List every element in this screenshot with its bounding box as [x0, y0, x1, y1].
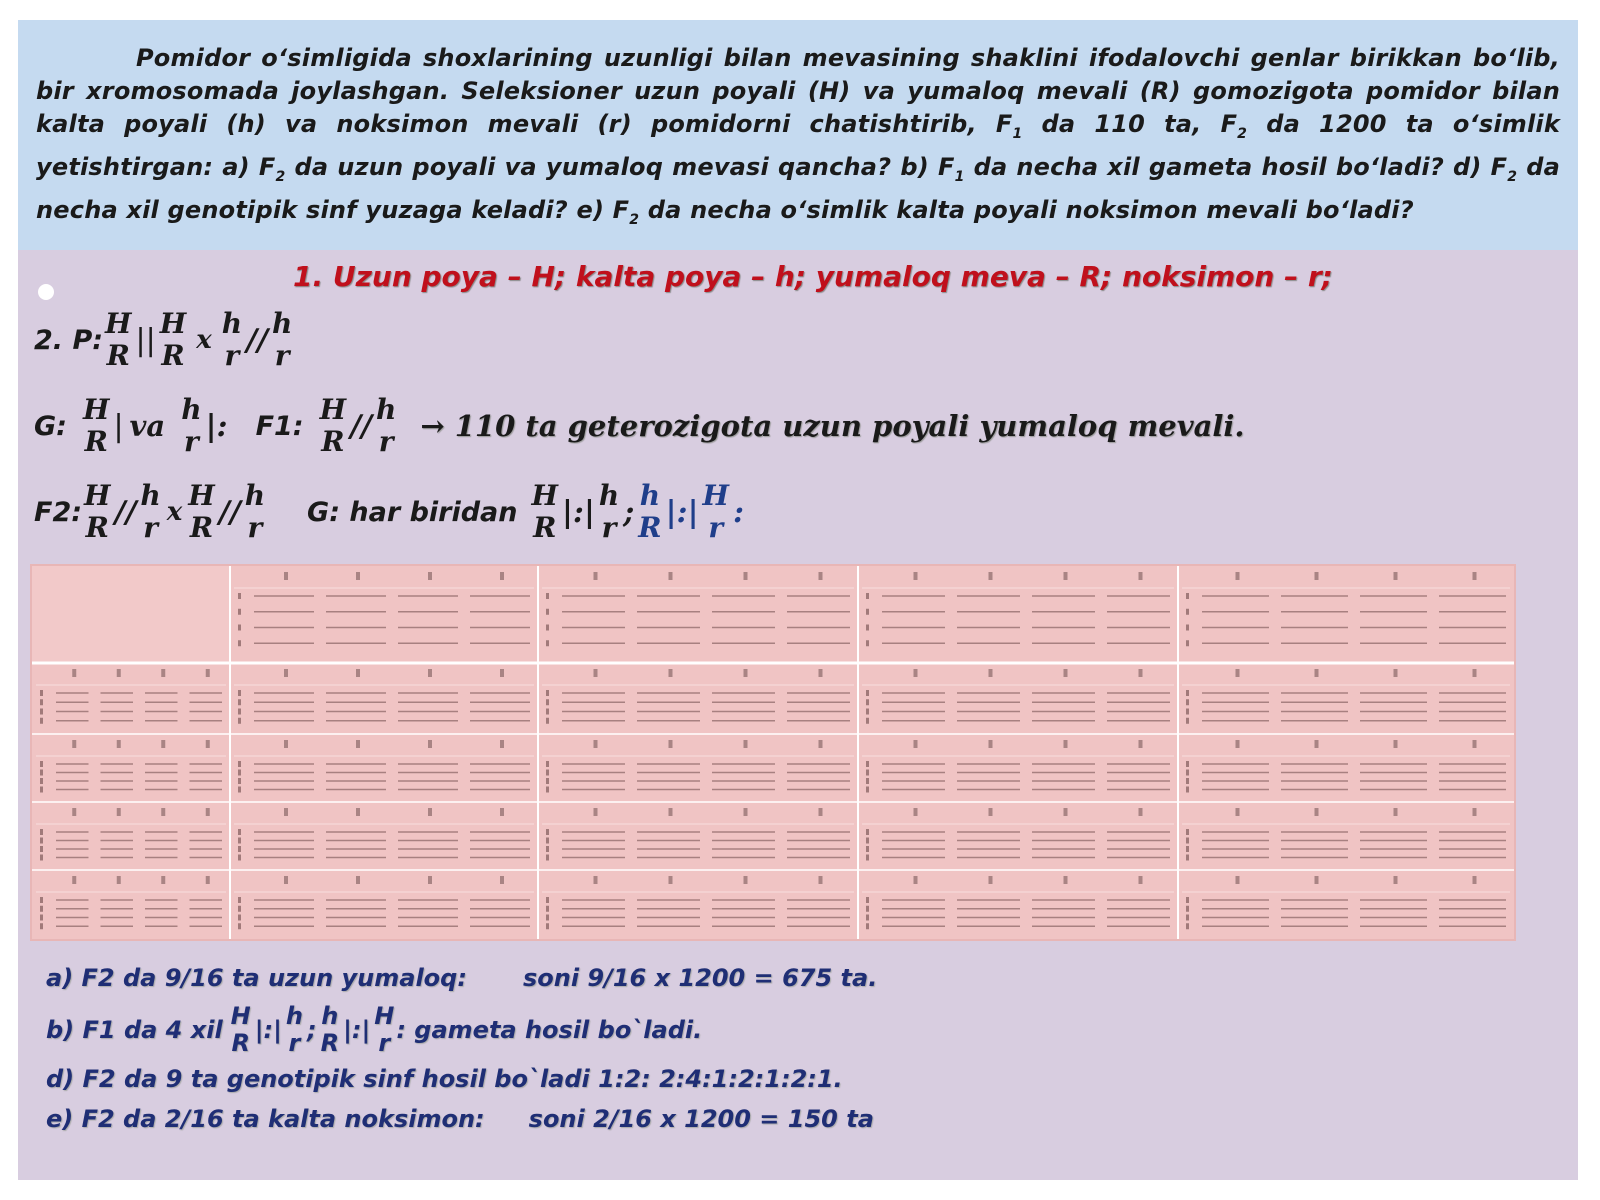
gametes-row: G: H R | va h r |: F1: H R // h r → 110 ta geterozigota uzun poyali yumaloq mevali. [34, 393, 1245, 458]
step1-heading: 1. Uzun poya – H; kalta poya – h; yumaloq meva – R; noksimon – r; [293, 260, 1333, 293]
answer-b: b) F1 da 4 xil H R |:| h r ; h R |:| H r : gameta hosil bo`ladi. [46, 1002, 703, 1057]
f1-result: → 110 ta geterozigota uzun poyali yumaloq mevali. [420, 409, 1245, 443]
genotype-HR: H R [105, 307, 132, 372]
answer-e: e) F2 da 2/16 ta kalta noksimon: soni 2/16 x 1200 = 150 ta [46, 1105, 874, 1133]
gametes-label: G: [34, 410, 67, 442]
f2-row: F2: H R // h r x H R // h r G: har biridan H R |:| h r ; h R |:| H r : [34, 479, 745, 544]
problem-text: Pomidor o‘simligida shoxlarining uzunligi bilan mevasining shaklini ifodalovchi genlar birikkan bo‘lib, bir xromosomada joylashgan. Seleksioner uzun poyali (H) va yumaloq mevali (R) gomozigota pomidor bilan kalta poyali (h) va noksimon mevali (r) pomidorni chatishtirib, $F_1$ da 110 ta, $F_2$ da 1200 ta o‘simlik yetishtirgan: a) $F_2$ da uzun poyali va yumaloq mevasi qancha? b) $F_1$ da necha xil gameta hosil bo‘ladi? d) $F_2$ da necha xil genotipik sinf yuzaga keladi? e) $F_2$ da necha o‘simlik kalta poyali noksimon mevali bo‘ladi? [36, 44, 1560, 228]
slide [18, 20, 1578, 1180]
genotype-hr: h r [221, 307, 243, 372]
punnett-svg [32, 566, 1514, 939]
f1-label: F1: [255, 410, 304, 442]
punnett-corner [32, 566, 230, 663]
parents-row: 2. P: H R || H R x h r // h r [34, 307, 293, 372]
bullet-dot [38, 284, 54, 300]
answer-a: a) F2 da 9/16 ta uzun yumaloq: soni 9/16 x 1200 = 675 ta. [46, 964, 878, 992]
answer-d: d) F2 da 9 ta genotipik sinf hosil bo`ladi 1:2: 2:4:1:2:1:2:1. [46, 1065, 843, 1093]
problem-box [18, 20, 1578, 250]
f2-gamete-label: G: har biridan [307, 496, 518, 528]
answers [46, 955, 877, 1139]
parents-label: 2. P: [34, 324, 104, 356]
f2-label: F2: [34, 496, 83, 528]
punnett-grid [30, 564, 1516, 941]
genotype-HR: H R [159, 307, 187, 372]
genotype-hr: h r [271, 307, 293, 372]
